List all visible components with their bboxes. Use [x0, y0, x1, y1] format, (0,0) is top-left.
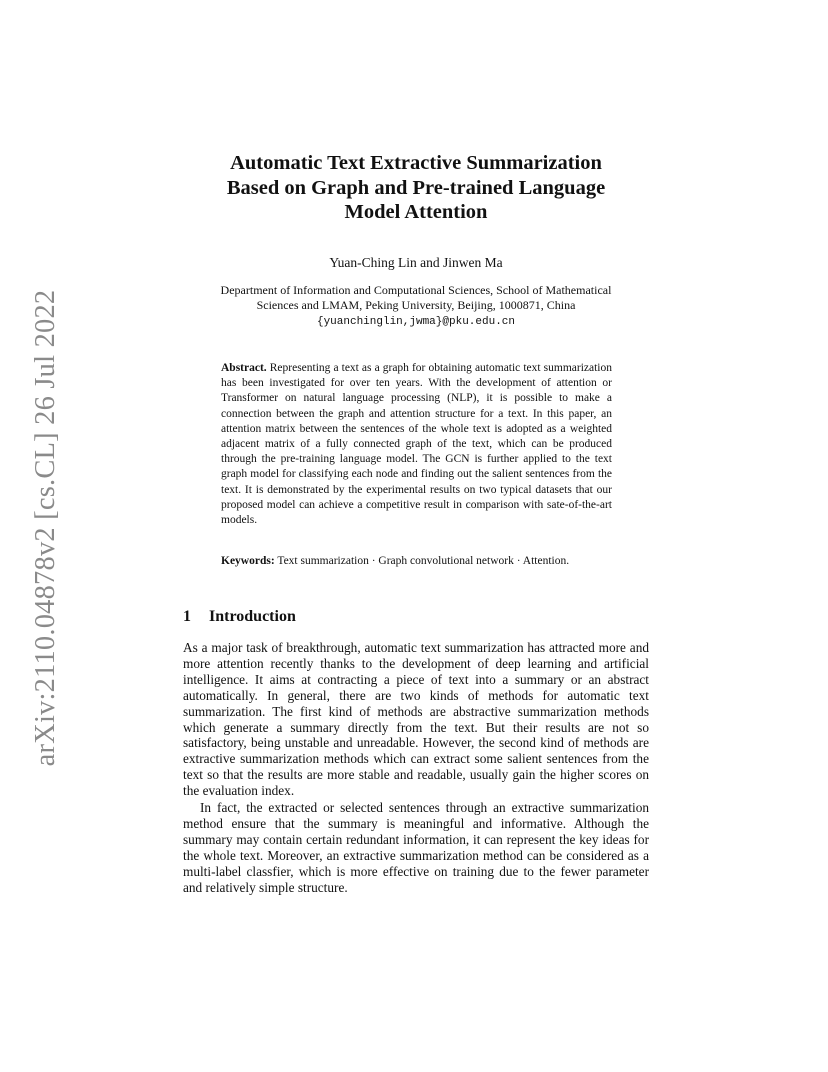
- abstract-label: Abstract.: [221, 362, 267, 374]
- arxiv-identifier-stamp: arXiv:2110.04878v2 [cs.CL] 26 Jul 2022: [30, 289, 61, 767]
- affiliation: [170, 283, 662, 330]
- author-list: Yuan-Ching Lin and Jinwen Ma: [329, 255, 503, 270]
- keywords-label: Keywords:: [221, 555, 275, 567]
- body-paragraph: In fact, the extracted or selected sentences through an extractive summarization method ensure that the summary is meaningful and informative. Although the summary may contain certain redundant information, it can represent the key ideas for the whole text. Moreover, an extractive summarization method can be considered as a multi-label classfier, which is more effective on training due to the fewer parameter and relatively simple structure.: [183, 800, 649, 895]
- affiliation-line: Sciences and LMAM, Peking University, Beijing, 1000871, China: [256, 298, 576, 312]
- keywords: [221, 554, 612, 569]
- author-email: {yuanchinglin,jwma}@pku.edu.cn: [316, 316, 516, 328]
- section-number: 1: [183, 608, 191, 625]
- keywords-text: Text summarization · Graph convolutional network · Attention.: [277, 555, 570, 567]
- body-paragraph: As a major task of breakthrough, automatic text summarization has attracted more and more attention recently thanks to the development of deep learning and artificial intelligence. It aims at contracting a piece of text into a summary or an abstract automatically. In general, there are two kinds of methods for automatic text summarization. The first kind of methods are abstractive summarization methods which generate a summary directly from the text. But their results are not so satisfactory, being unstable and unreadable. However, the second kind of methods are extractive summarization methods which can extract some salient sentences from the text so that the results are more stable and readable, usually gain the higher scores on the evaluation index.: [183, 640, 649, 799]
- paper-title: [150, 151, 682, 225]
- abstract-text: Representing a text as a graph for obtaining automatic text summarization has been investigated for over ten years. With the development of attention or Transformer on natural language processing (NLP), it is possible to make a connection between the graph and attention structure for a text. In this paper, an attention matrix between the sentences of the whole text is adopted as a weighted adjacent matrix of a fully connected graph of the text, which can be produced through the pre-training language model. The GCN is further applied to the text graph model for classifying each node and finding out the salient sentences from the text. It is demonstrated by the experimental results on two typical datasets that our proposed model can achieve a competitive result in comparison with sate-of-the-art models.: [221, 362, 612, 527]
- section-heading: [183, 608, 296, 626]
- title-line: Based on Graph and Pre-trained Language: [226, 176, 606, 199]
- affiliation-line: Department of Information and Computational Sciences, School of Mathematical: [220, 283, 612, 297]
- title-line: Automatic Text Extractive Summarization: [230, 152, 602, 174]
- section-title: Introduction: [209, 608, 296, 625]
- title-line: Model Attention: [344, 201, 488, 223]
- abstract: [221, 361, 612, 528]
